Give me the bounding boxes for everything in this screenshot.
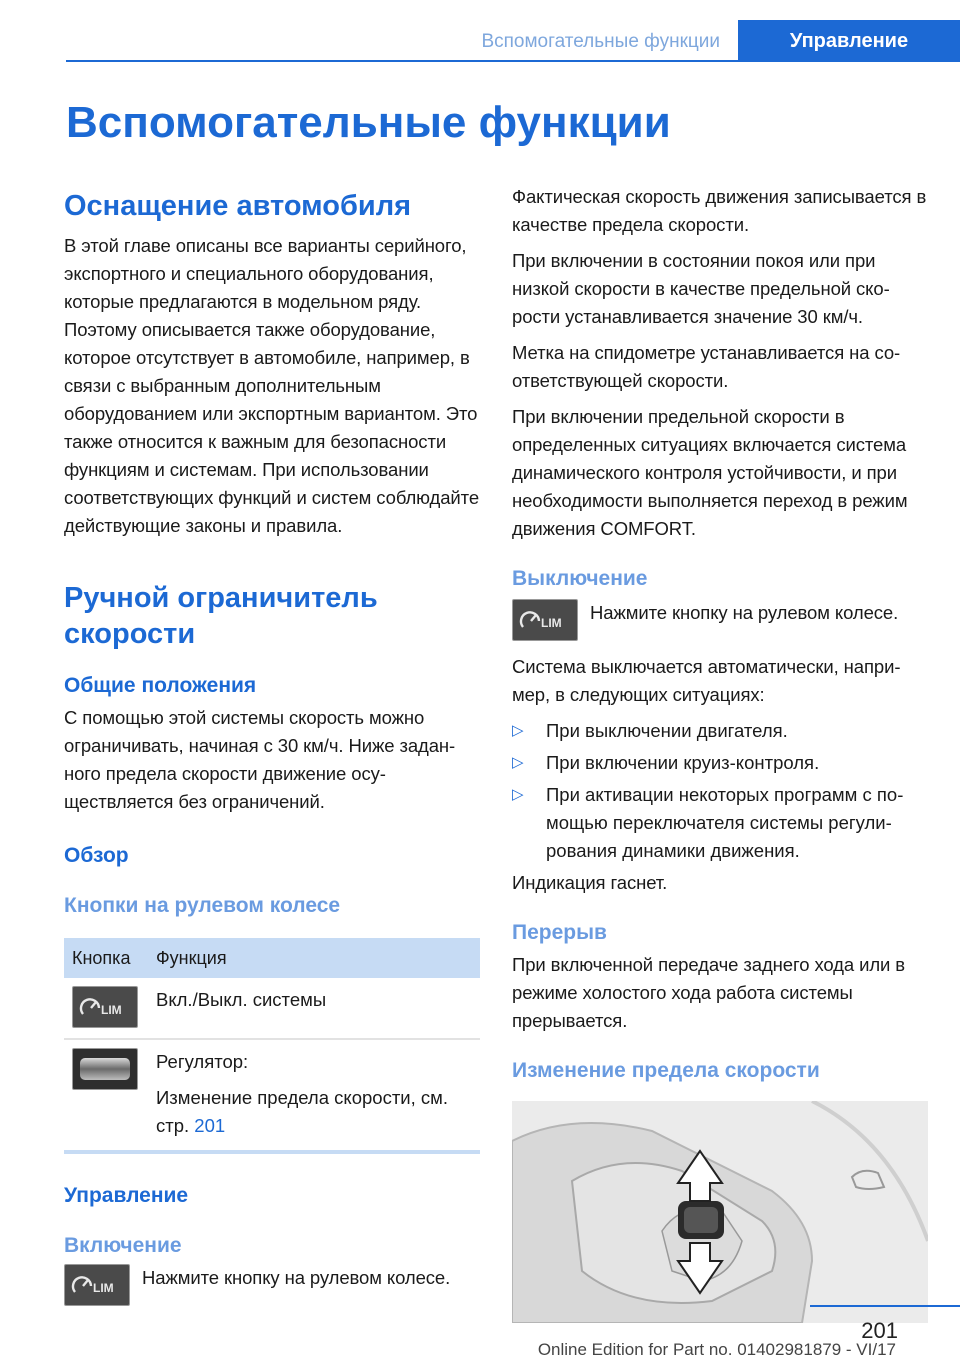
equipment-heading: Оснащение автомобиля xyxy=(64,190,412,222)
col-header-function: Функция xyxy=(148,938,480,978)
page-ref-link[interactable]: 201 xyxy=(194,1115,226,1136)
page-number: 201 xyxy=(861,1318,898,1343)
indicator-text: Индикация гаснет. xyxy=(512,872,668,893)
on-text: Нажмите кнопку на рулевом колесе. xyxy=(142,1267,451,1288)
pause-heading: Перерыв xyxy=(512,921,607,944)
page-title: Вспомогательные функции xyxy=(66,98,671,147)
triangle-bullet-icon: ▷ xyxy=(512,754,524,771)
triangle-bullet-icon: ▷ xyxy=(512,786,524,803)
header-section-label: Вспомогательные функции xyxy=(481,31,720,52)
svg-text:LIM: LIM xyxy=(93,1281,114,1295)
table-row xyxy=(64,978,480,1039)
auto-off-list xyxy=(512,717,928,865)
svg-text:LIM: LIM xyxy=(101,1003,122,1017)
lim-button-icon xyxy=(72,986,138,1028)
buttons-table xyxy=(64,938,480,1154)
list-item: ▷ При включении круиз-контроля. xyxy=(512,749,928,777)
row2-text: Изменение предела скорости, см. стр. xyxy=(156,1087,449,1136)
list-item: ▷ При выключении двигателя. xyxy=(512,717,928,745)
overview-heading: Обзор xyxy=(64,844,129,867)
footer-divider xyxy=(810,1305,960,1307)
pause-text: При включенной передаче заднего хода или в режиме холостого хода работа системы прерывается. xyxy=(512,954,906,1031)
right-p4: При включении предельной скорости в определенных ситуациях включается система динамического контроля устойчивости, и при необходимости выполняется переход в режим движения COMFORT. xyxy=(512,406,908,539)
steering-wheel-photo xyxy=(512,1101,928,1323)
off-text: Нажмите кнопку на рулевом колесе. xyxy=(590,602,899,623)
row2-label: Регулятор: xyxy=(156,1051,249,1072)
general-heading: Общие положения xyxy=(64,674,257,697)
lim-button-icon xyxy=(512,599,578,641)
right-p3: Метка на спидометре устанавливается на соответствующей скорости. xyxy=(512,342,901,391)
left-column xyxy=(64,180,480,1306)
limiter-heading: Ручной ограничитель скорости xyxy=(64,582,378,650)
svg-text:LIM: LIM xyxy=(541,616,562,630)
page-header xyxy=(0,0,960,62)
header-divider xyxy=(66,60,960,62)
edition-note: Online Edition for Part no. 01402981879 - VI/17 xyxy=(537,1340,896,1359)
auto-off-text: Система выключается автоматически, например, в следующих ситуациях: xyxy=(512,656,901,705)
right-p2: При включении в состоянии покоя или при низкой скорости в качестве предельной скорости устанавливается значение 30 км/ч. xyxy=(512,250,890,327)
list-item: ▷ При активации некоторых программ с помощью переключателя системы регулирования динамики движения. xyxy=(512,781,928,865)
buttons-heading: Кнопки на рулевом колесе xyxy=(64,894,341,917)
right-column xyxy=(512,183,928,1323)
control-heading: Управление xyxy=(64,1184,189,1207)
change-heading: Изменение предела скорости xyxy=(512,1059,820,1082)
roller-switch-icon xyxy=(72,1048,138,1090)
off-heading: Выключение xyxy=(512,567,648,590)
header-chapter-tab[interactable]: Управление xyxy=(738,20,960,62)
row1-function: Вкл./Выкл. системы xyxy=(148,978,480,1039)
general-text: С помощью этой системы скорость можно ограничивать, начиная с 30 км/ч. Ниже заданного предела скорости движение осуществляется без ограничений. xyxy=(64,707,456,812)
lim-button-icon xyxy=(64,1264,130,1306)
table-row xyxy=(64,1039,480,1152)
on-heading: Включение xyxy=(64,1234,182,1257)
triangle-bullet-icon: ▷ xyxy=(512,722,524,739)
col-header-button: Кнопка xyxy=(64,938,148,978)
right-p1: Фактическая скорость движения записывается в качестве предела скорости. xyxy=(512,186,927,235)
equipment-text: В этой главе описаны все варианты серийного, экспортного и специального оборудования, которые предлагаются в модельном ряду. Поэтому описывается также оборудование, которое отсутствует в автомобиле, например, в связи с выбранным дополнительным оборудованием или экспортным вариантом. Это также относится к важным для безопасности функциям и системам. При использовании соответствующих функций и систем соблюдайте действующие законы и правила. xyxy=(64,235,480,536)
